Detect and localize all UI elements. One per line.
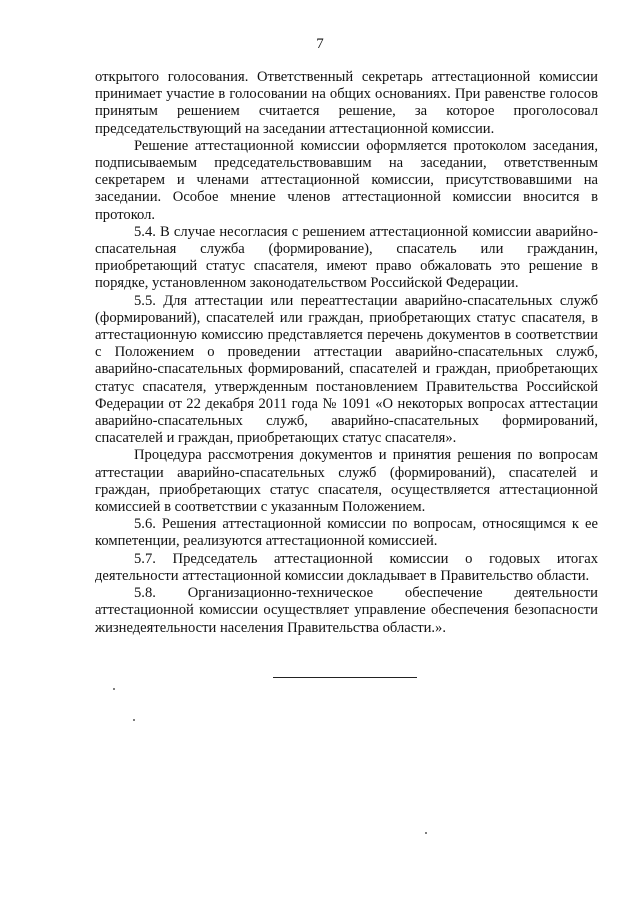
paragraph-5-6: 5.6. Решения аттестационной комиссии по вопросам, относящимся к ее компетенции, реализуются аттестационной комиссией. <box>95 516 598 550</box>
paragraph-5-8: 5.8. Организационно-техническое обеспечение деятельности аттестационной комиссии осуществляет управление обеспечения безопасности жизнедеятельности населения Правительства области.». <box>95 585 598 636</box>
paragraph-5-7: 5.7. Председатель аттестационной комиссии о годовых итогах деятельности аттестационной комиссии докладывает в Правительство области. <box>95 550 598 584</box>
paragraph-procedure: Процедура рассмотрения документов и принятия решения по вопросам аттестации аварийно-спасательных служб (формирований), спасателей и граждан, приобретающих статус спасателя, осуществляется аттестационной комиссией в соответствии с указанным Положением. <box>95 447 598 516</box>
scan-speck <box>113 688 115 690</box>
document-body <box>95 69 598 637</box>
end-of-text-divider <box>273 677 417 678</box>
scan-speck <box>133 719 135 721</box>
paragraph-5-5: 5.5. Для аттестации или переаттестации аварийно-спасательных служб (формирований), спасателей или граждан, приобретающих статус спасателя, в аттестационную комиссию представляется перечень документов в соответствии с Положением о проведении аттестации аварийно-спасательных служб, аварийно-спасательных формирований, спасателей и граждан, приобретающих статус спасателя, утвержденным постановлением Правительства Российской Федерации от 22 декабря 2011 года № 1091 «О некоторых вопросах аттестации аварийно-спасательных служб, аварийно-спасательных формирований, спасателей и граждан, приобретающих статус спасателя». <box>95 292 598 447</box>
page-number: 7 <box>316 36 324 52</box>
paragraph-1-continuation: открытого голосования. Ответственный секретарь аттестационной комиссии принимает участие в голосовании на общих основаниях. При равенстве голосов принятым решением считается решение, за которое проголосовал председательствующий на заседании аттестационной комиссии. <box>95 69 598 137</box>
scan-speck <box>425 832 427 834</box>
paragraph-decision-protocol: Решение аттестационной комиссии оформляется протоколом заседания, подписываемым председательствовавшим на заседании, ответственным секретарем и членами аттестационной комиссии, присутствовавшими на заседании. Особое мнение членов аттестационной комиссии вносится в протокол. <box>95 137 598 223</box>
paragraph-5-4: 5.4. В случае несогласия с решением аттестационной комиссии аварийно-спасательная служба (формирование), спасатель или гражданин, приобретающий статус спасателя, имеют право обжаловать это решение в порядке, установленном законодательством Российской Федерации. <box>95 223 598 292</box>
